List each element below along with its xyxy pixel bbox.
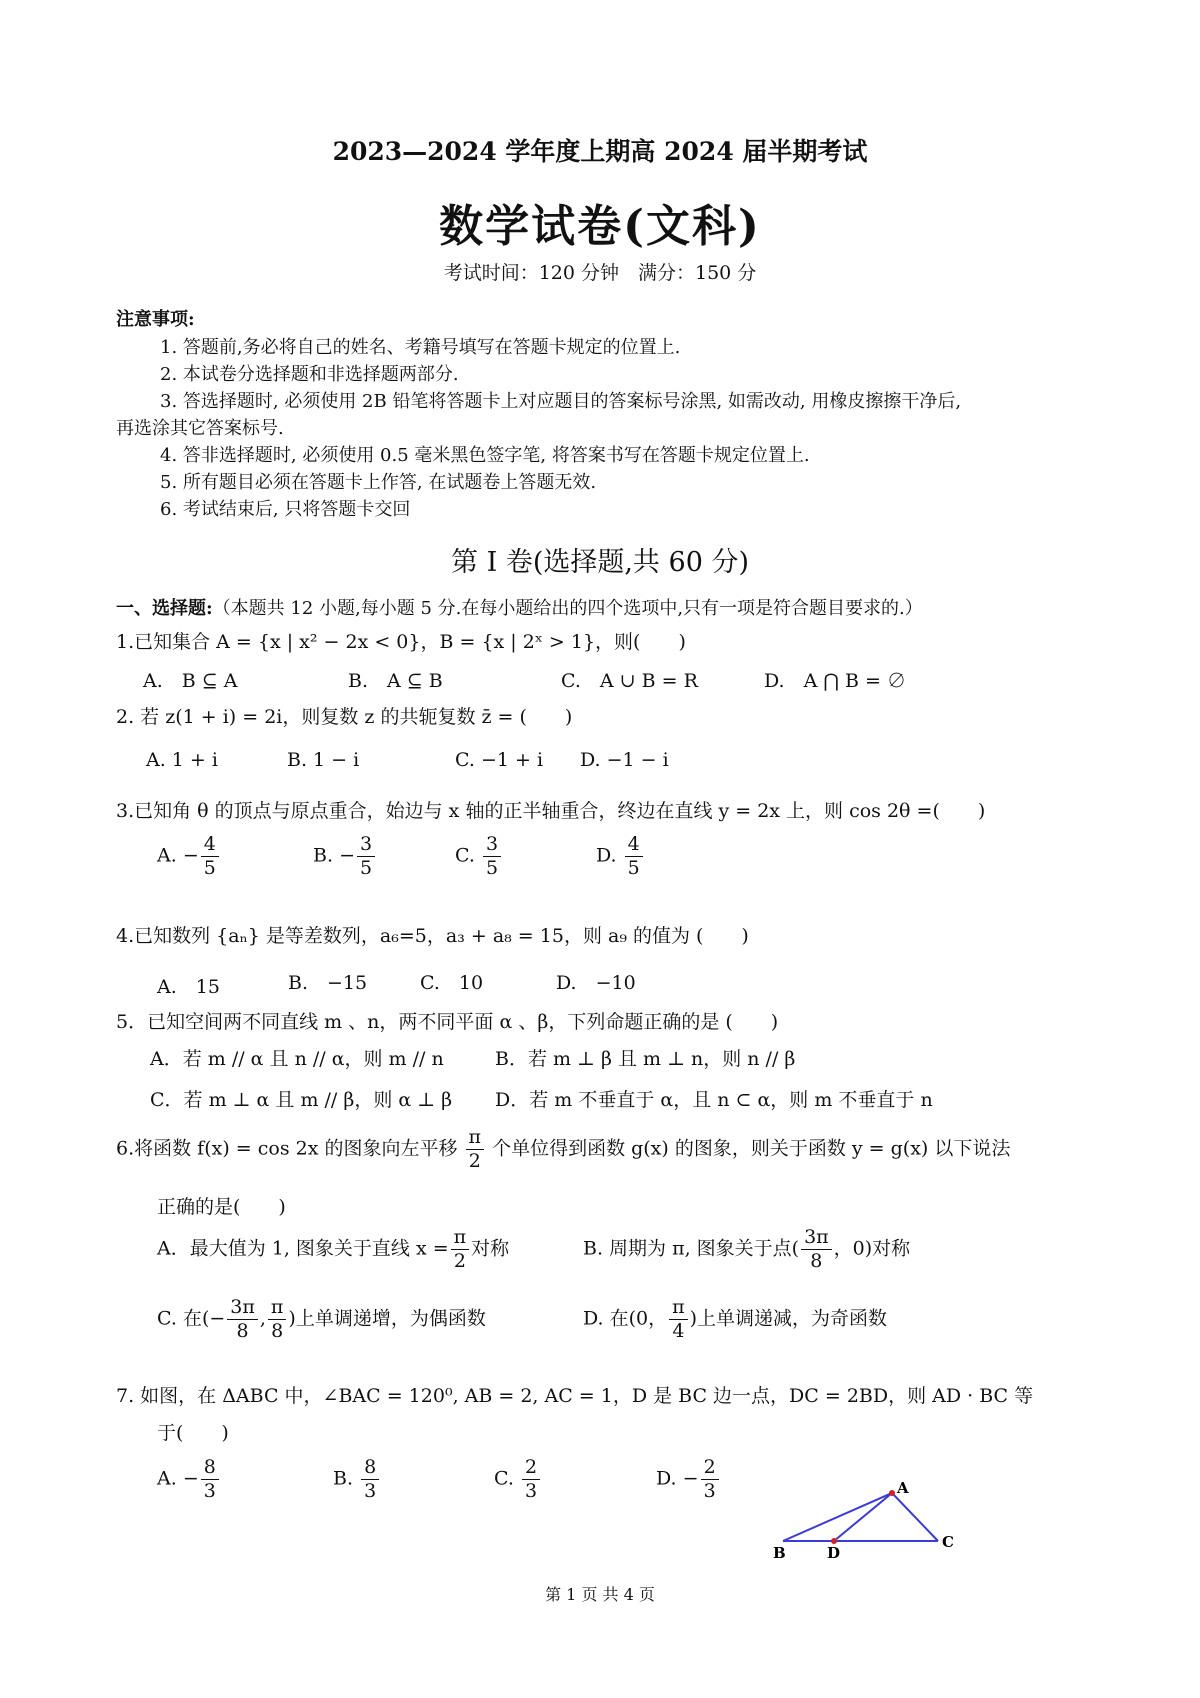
question-6-stem [116, 1126, 1010, 1173]
sign: − [682, 1467, 699, 1490]
numerator: 3 [357, 833, 375, 857]
option-text: ，0)对称 [833, 1237, 911, 1260]
note-item: 5. 所有题目必须在答题卡上作答, 在试题卷上答题无效. [160, 472, 597, 493]
denominator: 5 [485, 856, 499, 879]
segment-ad [834, 1493, 892, 1541]
fraction [701, 1456, 719, 1503]
fraction [357, 833, 375, 880]
question-6-option-b [583, 1226, 910, 1273]
question-6-stem-cont: 正确的是( ) [157, 1196, 286, 1218]
note-item: 6. 考试结束后, 只将答题卡交回 [160, 499, 411, 520]
question-7-stem-cont: 于( ) [157, 1422, 229, 1444]
section-instructions [116, 594, 923, 620]
option-text: D. 在(0， [583, 1307, 668, 1330]
fraction [466, 1126, 485, 1173]
numerator: 3 [483, 833, 501, 857]
numerator: π [268, 1296, 287, 1320]
sign: − [182, 1467, 199, 1490]
question-4-stem: 4.已知数列 {aₙ} 是等差数列，a₆=5，a₃ + a₈ = 15，则 a₉ 的值为 ( ) [116, 925, 749, 947]
exam-info: 考试时间：120 分钟 满分：150 分 [443, 262, 757, 284]
question-5-option-d: D．若 m 不垂直于 α，且 n ⊂ α，则 m 不垂直于 n [495, 1089, 933, 1111]
question-7-option-c [494, 1456, 542, 1503]
numerator: 4 [201, 833, 219, 857]
question-4-option-b: B. −15 [288, 972, 368, 994]
question-3-option-d [596, 833, 645, 880]
option-text: )上单调递减，为奇函数 [689, 1307, 888, 1330]
numerator: 3π [227, 1296, 258, 1320]
question-1-option-c: C. A ∪ B = R [561, 670, 698, 692]
denominator: 4 [672, 1319, 685, 1342]
option-label: C. [455, 844, 475, 867]
denominator: 2 [468, 1149, 481, 1172]
question-3-option-b [313, 833, 377, 880]
question-3-option-c [455, 833, 503, 880]
exam-title: 数学试卷(文科) [439, 201, 761, 252]
label-a: A [897, 1479, 909, 1497]
question-7-option-b [333, 1456, 381, 1503]
note-item: 再选涂其它答案标号. [116, 418, 284, 439]
denominator: 3 [703, 1479, 716, 1502]
note-item: 4. 答非选择题时, 必须使用 0.5 毫米黑色签字笔, 将答案书写在答题卡规定位置上. [160, 445, 810, 466]
question-7-option-a [157, 1456, 221, 1503]
numerator: π [669, 1296, 688, 1320]
option-text: C. 在(− [157, 1307, 226, 1330]
question-1-option-d: D. A ⋂ B = ∅ [764, 670, 906, 692]
label-d: D [827, 1544, 841, 1558]
note-item: 2. 本试卷分选择题和非选择题两部分. [160, 364, 459, 385]
question-4-option-c: C. 10 [420, 972, 484, 994]
numerator: 2 [701, 1456, 719, 1480]
question-1-stem: 1.已知集合 A = {x | x² − 2x < 0}，B = {x | 2ˣ > 1}，则( ) [116, 631, 686, 653]
question-2-option-d: D. −1 − i [580, 749, 669, 771]
denominator: 3 [203, 1479, 216, 1502]
option-label: A. [157, 1467, 177, 1490]
denominator: 5 [359, 856, 373, 879]
fraction [227, 1296, 258, 1343]
option-label: B. [333, 1467, 354, 1490]
fraction [625, 833, 643, 880]
denominator: 8 [810, 1249, 823, 1272]
fraction [669, 1296, 688, 1343]
fraction [361, 1456, 379, 1503]
option-text: A．最大值为 1, 图象关于直线 x = [157, 1237, 449, 1260]
question-5-option-a: A．若 m // α 且 n // α，则 m // n [150, 1048, 444, 1070]
option-label: D. [656, 1467, 677, 1490]
note-item: 1. 答题前,务必将自己的姓名、考籍号填写在答题卡规定的位置上. [160, 337, 681, 358]
section-title: 第 I 卷(选择题,共 60 分) [450, 547, 749, 578]
denominator: 3 [364, 1479, 377, 1502]
question-6-option-a [157, 1226, 509, 1273]
fraction [483, 833, 501, 880]
question-4-option-a: A. 15 [157, 976, 220, 998]
option-text: 对称 [471, 1237, 510, 1260]
option-text: )上单调递增，为偶函数 [288, 1307, 486, 1330]
stem-part: 6.将函数 f(x) = cos 2x 的图象向左平移 [116, 1137, 458, 1160]
question-1-option-a: A. B ⊆ A [143, 670, 238, 692]
question-3-stem: 3.已知角 θ 的顶点与原点重合，始边与 x 轴的正半轴重合，终边在直线 y = 2x 上，则 cos 2θ =( ) [116, 800, 986, 822]
fraction [801, 1226, 832, 1273]
question-3-option-a [157, 833, 221, 880]
fraction [451, 1226, 470, 1273]
exam-header-line: 2023—2024 学年度上期高 2024 届半期考试 [332, 137, 868, 166]
option-text: B. 周期为 π, 图象关于点( [583, 1237, 800, 1260]
section-head-bold: 一、选择题: [116, 598, 213, 619]
option-label: A. [157, 844, 177, 867]
question-6-option-d [583, 1296, 887, 1343]
side-ba [783, 1493, 892, 1541]
option-label: B. [313, 844, 334, 867]
question-5-stem: 5．已知空间两不同直线 m 、n，两不同平面 α 、β，下列命题正确的是 ( ) [116, 1011, 779, 1033]
question-2-stem: 2. 若 z(1 + i) = 2i，则复数 z 的共轭复数 z̄ = ( ) [116, 706, 573, 728]
section-head-text: （本题共 12 小题,每小题 5 分.在每小题给出的四个选项中,只有一项是符合题目要求的.） [212, 598, 923, 619]
stem-part: 个单位得到函数 g(x) 的图象，则关于函数 y = g(x) 以下说法 [492, 1137, 1011, 1160]
fraction [201, 833, 219, 880]
denominator: 5 [627, 856, 640, 879]
option-label: C. [494, 1467, 514, 1490]
numerator: 4 [625, 833, 643, 857]
question-7-stem: 7. 如图，在 ΔABC 中，∠BAC = 120⁰, AB = 2, AC = 1，D 是 BC 边一点，DC = 2BD，则 AD · BC 等 [116, 1385, 1034, 1407]
denominator: 3 [524, 1479, 538, 1502]
side-ac [892, 1493, 938, 1541]
numerator: 8 [361, 1456, 379, 1480]
point-a-dot [889, 1490, 895, 1496]
denominator: 5 [203, 856, 216, 879]
question-1-option-b: B. A ⊆ B [348, 670, 443, 692]
question-2-option-a: A. 1 + i [146, 749, 218, 771]
note-item: 3. 答选择题时, 必须使用 2B 铅笔将答题卡上对应题目的答案标号涂黑, 如需改动, 用橡皮擦擦干净后, [160, 391, 962, 412]
numerator: π [466, 1126, 485, 1150]
question-7-option-d [656, 1456, 721, 1503]
fraction [522, 1456, 540, 1503]
label-b: B [773, 1544, 786, 1558]
question-5-option-b: B．若 m ⊥ β 且 m ⊥ n，则 n // β [495, 1048, 796, 1070]
notes-title: 注意事项: [116, 309, 195, 330]
page-footer: 第 1 页 共 4 页 [545, 1585, 655, 1604]
fraction [201, 1456, 219, 1503]
denominator: 2 [453, 1249, 466, 1272]
sign: − [182, 844, 199, 867]
question-6-option-c [157, 1296, 486, 1343]
numerator: π [451, 1226, 470, 1250]
question-2-option-c: C. −1 + i [455, 749, 544, 771]
triangle-figure [770, 1478, 970, 1558]
numerator: 3π [801, 1226, 832, 1250]
question-5-option-c: C．若 m ⊥ α 且 m // β，则 α ⊥ β [150, 1089, 453, 1111]
question-4-option-d: D. −10 [556, 972, 636, 994]
label-c: C [942, 1533, 954, 1551]
numerator: 2 [522, 1456, 540, 1480]
numerator: 8 [201, 1456, 219, 1480]
question-2-option-b: B. 1 − i [287, 749, 360, 771]
fraction [268, 1296, 287, 1343]
denominator: 8 [271, 1319, 284, 1342]
sign: − [339, 844, 355, 867]
comma: , [259, 1307, 266, 1330]
option-label: D. [596, 844, 617, 867]
denominator: 8 [236, 1319, 249, 1342]
